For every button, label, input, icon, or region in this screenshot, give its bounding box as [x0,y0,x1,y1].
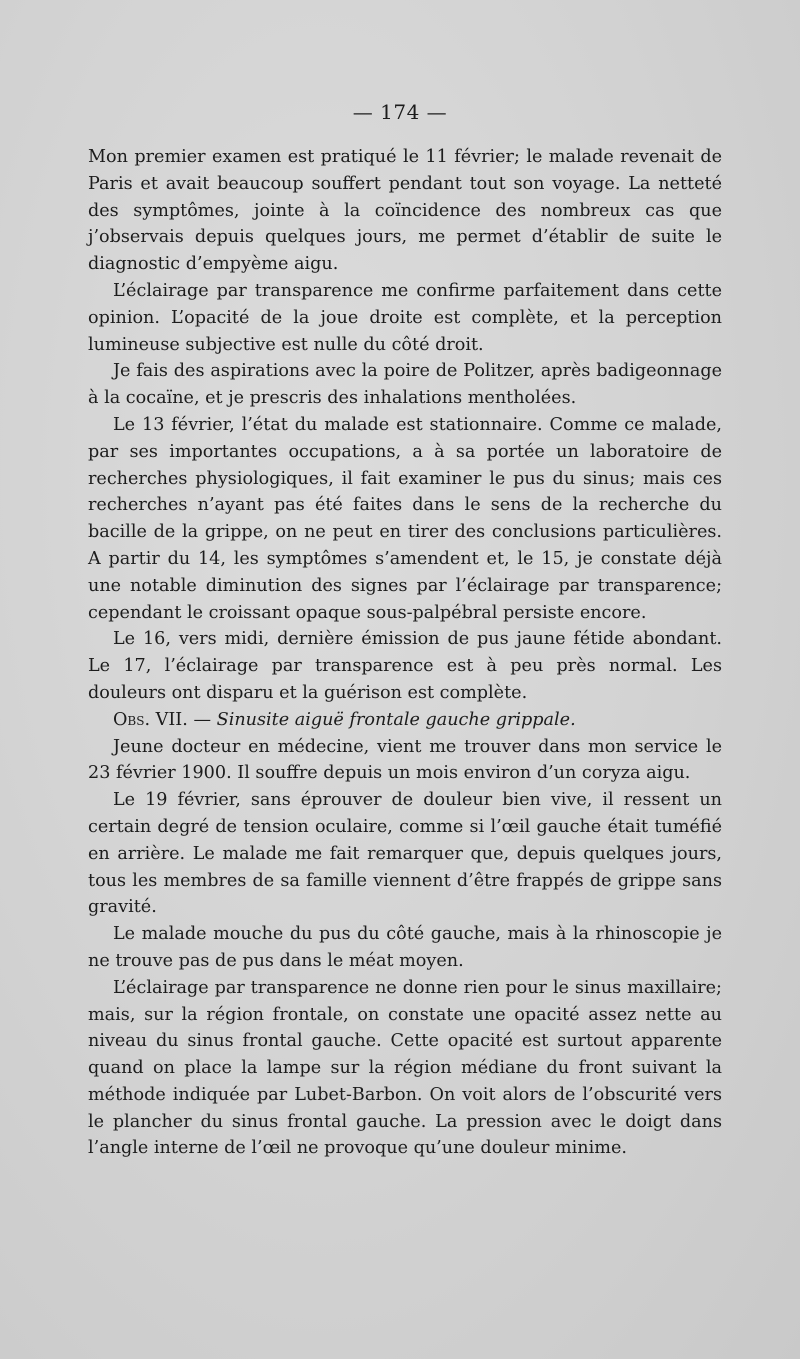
body-text [88,144,722,1162]
paragraph-rhinoscopy: Le malade mouche du pus du côté gauche, mais à la rhinoscopie je ne trouve pas de pus dans le méat moyen. [88,924,722,971]
paragraph-young-doctor: Jeune docteur en médecine, vient me trouver dans mon service le 23 février 1900. Il souffre depuis un mois environ d’un coryza aigu. [88,736,722,784]
observation-title: Sinusite aiguë frontale gauche grippale. [216,709,576,730]
observation-heading [88,707,722,734]
paragraph-transillumination: L’éclairage par transparence me confirme parfaitement dans cette opinion. L’opacité de la joue droite est complète, et la perception lumineuse subjective est nulle du côté droit. [88,280,722,355]
paragraph-13-february: Le 13 février, l’état du malade est stationnaire. Comme ce malade, par ses importantes occupations, a à sa portée un laboratoire de recherches physiologiques, il fait examiner le pus du sinus; mais ces recherches n’ayant pas été faites dans le sens de la recherche du bacille de la grippe, on ne peut en tirer des conclusions particulières. A partir du 14, les symptômes s’amendent et, le 15, je constate déjà une notable diminution des signes par l’éclairage par transparence; cependant le croissant opaque sous-palpébral persiste encore. [88,414,722,623]
paragraph-frontal-opacity: L’éclairage par transparence ne donne rien pour le sinus maxillaire; mais, sur la région frontale, on constate une opacité assez nette au niveau du sinus frontal gauche. Cette opacité est surtout apparente quand on place la lampe sur la région médiane du front suivant la méthode indiquée par Lubet-Barbon. On voit alors de l’obscurité vers le plancher du sinus frontal gauche. La pression avec le doigt dans l’angle interne de l’œil ne provoque qu’une douleur minime. [88,977,722,1159]
paragraph-16-february: Le 16, vers midi, dernière émission de pus jaune fétide abondant. Le 17, l’éclairage par transparence est à peu près normal. Les douleurs ont disparu et la guérison est complète. [88,629,722,703]
paragraph-19-february: Le 19 février, sans éprouver de douleur bien vive, il ressent un certain degré de tension oculaire, comme si l’œil gauche était tuméfié en arrière. Le malade me fait remarquer que, depuis quelques jours, tous les membres de sa famille viennent d’être frappés de grippe sans gravité. [88,790,722,918]
observation-label: Obs. VII. — [113,709,212,730]
paragraph-first-exam: Mon premier examen est pratiqué le 11 février; le malade revenait de Paris et avait beaucoup souffert pendant tout son voyage. La netteté des symptômes, jointe à la coïncidence des nombreux cas que j’observais depuis quelques jours, me permet d’établir de suite le diagnostic d’empyème aigu. [88,147,722,275]
paragraph-aspirations: Je fais des aspirations avec la poire de Politzer, après badigeonnage à la cocaïne, et je prescris des inhalations mentholées. [88,361,722,409]
page-number: — 174 — [352,100,448,124]
